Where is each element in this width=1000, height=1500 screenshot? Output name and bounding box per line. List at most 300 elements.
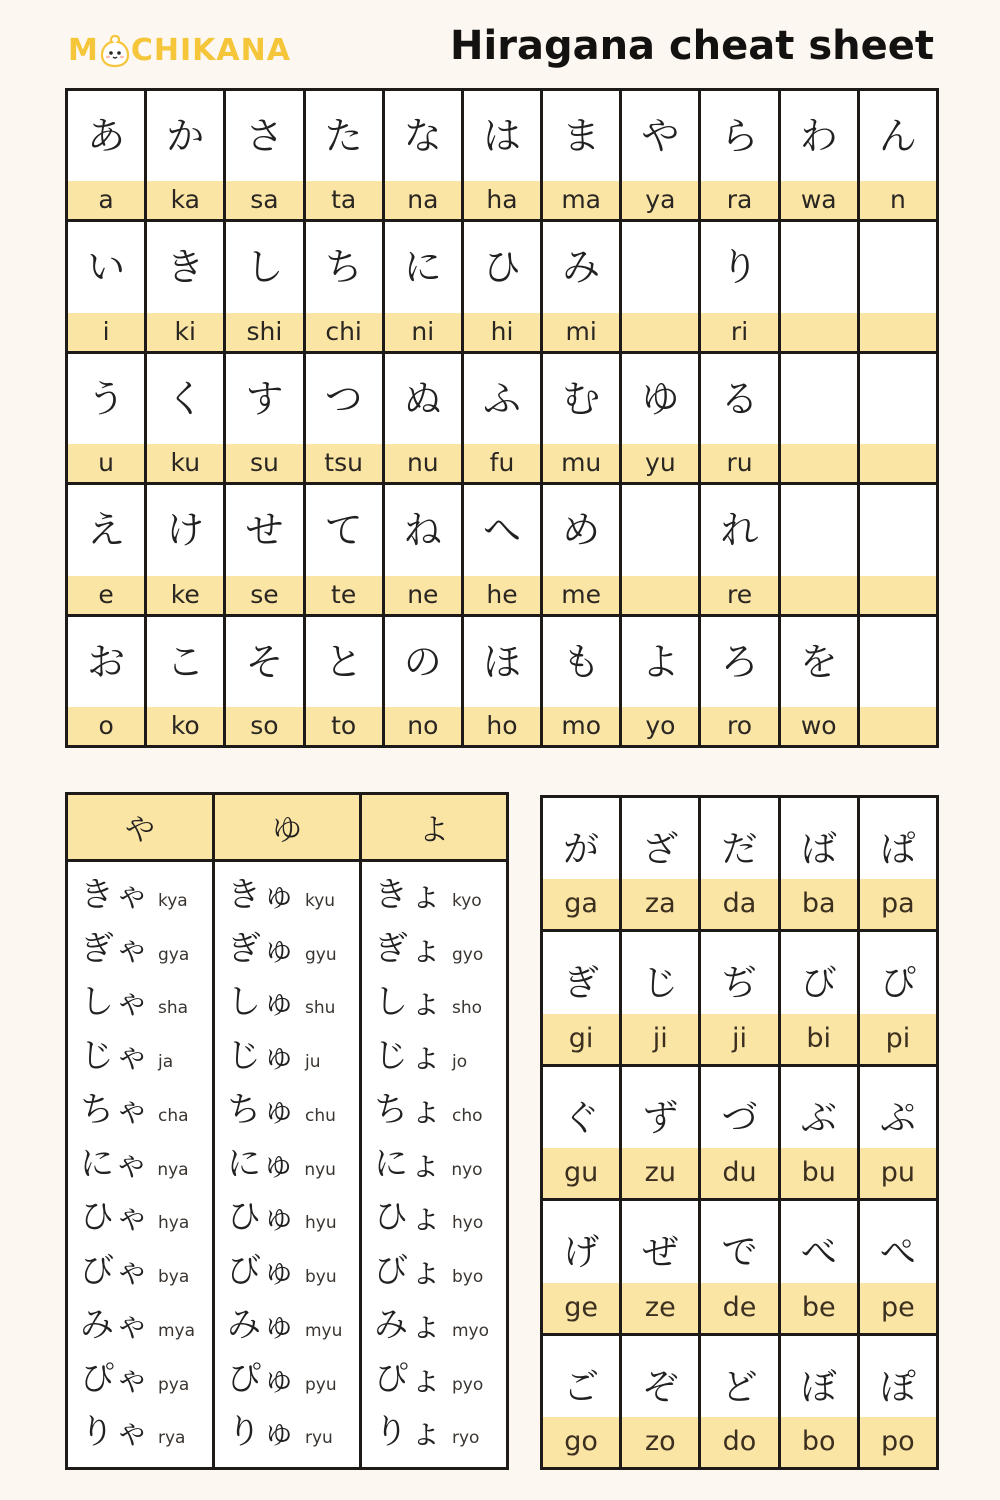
romaji-label: go xyxy=(564,1425,598,1457)
romaji-label: gu xyxy=(563,1157,599,1189)
combo-romaji: gyu xyxy=(305,944,337,965)
kana-cell xyxy=(781,1067,857,1198)
combo-kana: ぴょ xyxy=(374,1358,444,1399)
kana-cell xyxy=(622,91,698,219)
kana-character: だ xyxy=(721,829,758,870)
romaji-label: ji xyxy=(731,1022,747,1054)
romaji-label: po xyxy=(881,1425,915,1457)
kana-character: ぬ xyxy=(403,376,442,421)
romaji-label: zu xyxy=(644,1157,676,1189)
kana-cell xyxy=(464,91,540,219)
kana-cell xyxy=(385,354,461,482)
combo-romaji: cha xyxy=(158,1105,189,1126)
combo-item xyxy=(362,1407,506,1457)
kana-cell xyxy=(68,617,144,745)
romaji-label xyxy=(781,576,857,614)
combo-item xyxy=(215,1354,359,1404)
kana-character: に xyxy=(403,245,442,290)
romaji-label: mi xyxy=(565,316,597,346)
kana-cell xyxy=(543,1201,619,1332)
romaji-label: i xyxy=(102,316,110,346)
combo-item xyxy=(215,1085,359,1135)
romaji-label: n xyxy=(889,185,906,215)
kana-character: ぱ xyxy=(879,829,916,870)
kana-character: こ xyxy=(166,639,205,684)
combo-item xyxy=(68,1300,212,1350)
kana-character: ぢ xyxy=(721,963,758,1005)
kana-character: れ xyxy=(720,508,759,553)
romaji-label: ya xyxy=(645,185,676,215)
kana-cell xyxy=(781,798,857,929)
kana-cell xyxy=(781,1336,857,1467)
empty-cell xyxy=(860,354,936,482)
kana-cell xyxy=(701,1067,777,1198)
romaji-label: gi xyxy=(568,1022,594,1054)
kana-cell xyxy=(701,1336,777,1467)
combo-kana: きゅ xyxy=(227,874,297,915)
kana-character: を xyxy=(799,639,838,684)
romaji-label: ka xyxy=(170,185,200,215)
combo-item xyxy=(215,1407,359,1457)
empty-cell xyxy=(781,354,857,482)
combo-romaji: gya xyxy=(158,944,190,965)
combo-item xyxy=(362,1139,506,1189)
romaji-label: ke xyxy=(170,579,200,609)
kana-cell xyxy=(543,1067,619,1198)
romaji-label xyxy=(860,444,936,482)
kana-character: が xyxy=(563,829,600,870)
kana-character: り xyxy=(720,245,759,290)
combo-item xyxy=(215,924,359,974)
kana-cell xyxy=(543,222,619,350)
kana-character: よ xyxy=(641,639,680,684)
combo-romaji: kyo xyxy=(452,890,482,911)
combo-kana: ちょ xyxy=(374,1089,444,1130)
combo-romaji: myu xyxy=(305,1320,343,1341)
combo-column xyxy=(68,795,212,1467)
kana-character: め xyxy=(562,508,601,553)
kana-character: か xyxy=(166,114,205,158)
kana-cell xyxy=(622,617,698,745)
romaji-label: bu xyxy=(801,1157,836,1189)
kana-character: ぞ xyxy=(642,1366,679,1408)
romaji-label xyxy=(860,707,936,745)
combo-list xyxy=(362,862,506,1467)
combo-item xyxy=(68,1407,212,1457)
kana-character: お xyxy=(87,639,126,684)
combo-romaji: ja xyxy=(158,1052,174,1072)
kana-character: の xyxy=(403,639,442,684)
kana-cell xyxy=(226,485,302,613)
combo-item xyxy=(215,1192,359,1242)
kana-cell xyxy=(464,485,540,613)
kana-cell xyxy=(464,617,540,745)
combo-item xyxy=(68,1246,212,1296)
romaji-label xyxy=(860,576,936,614)
romaji-label: du xyxy=(722,1157,757,1189)
romaji-label: e xyxy=(98,579,114,609)
romaji-label: chi xyxy=(325,316,362,346)
kana-cell xyxy=(68,485,144,613)
kana-character: き xyxy=(166,245,205,290)
kana-cell xyxy=(147,485,223,613)
kana-character: じ xyxy=(642,963,679,1005)
romaji-label: tsu xyxy=(324,448,363,478)
combo-kana: ひゅ xyxy=(227,1197,297,1238)
romaji-label: be xyxy=(801,1291,836,1323)
romaji-label: ba xyxy=(801,888,836,920)
kana-cell xyxy=(701,91,777,219)
kana-cell xyxy=(701,354,777,482)
kana-cell xyxy=(860,932,936,1063)
combo-kana: ひゃ xyxy=(80,1197,150,1238)
romaji-label: pe xyxy=(881,1291,915,1323)
kana-cell xyxy=(385,91,461,219)
kana-character: ぷ xyxy=(879,1097,916,1139)
kana-character: そ xyxy=(245,639,284,684)
kana-cell xyxy=(622,1336,698,1467)
kana-cell xyxy=(68,354,144,482)
romaji-label: fu xyxy=(489,448,515,478)
combo-romaji: bya xyxy=(158,1267,190,1287)
romaji-label: bi xyxy=(806,1022,832,1054)
kana-character: ね xyxy=(403,508,442,553)
combo-kana: にゃ xyxy=(80,1143,150,1184)
romaji-label: ni xyxy=(411,316,435,346)
combo-romaji: nyo xyxy=(451,1159,483,1180)
kana-cell xyxy=(147,617,223,745)
combo-item xyxy=(362,1085,506,1135)
combo-kana: ぴゅ xyxy=(227,1358,297,1399)
romaji-label: se xyxy=(250,579,279,609)
combo-item xyxy=(362,977,506,1027)
kana-cell xyxy=(701,798,777,929)
kana-cell xyxy=(543,354,619,482)
kana-character: ご xyxy=(563,1366,600,1408)
combo-kana: びゃ xyxy=(80,1251,150,1291)
kana-cell xyxy=(860,1201,936,1332)
romaji-label: pi xyxy=(885,1022,911,1054)
combo-romaji: nyu xyxy=(304,1159,336,1180)
kana-character: ん xyxy=(878,114,917,158)
combo-kana: みょ xyxy=(374,1304,444,1345)
kana-cell xyxy=(860,798,936,929)
kana-cell xyxy=(306,485,382,613)
kana-character: し xyxy=(245,245,284,290)
kana-character: で xyxy=(721,1232,758,1274)
empty-cell xyxy=(860,222,936,350)
combo-romaji: pyo xyxy=(452,1374,484,1395)
romaji-label: zo xyxy=(644,1425,676,1457)
combo-kana: ぎゅ xyxy=(227,928,297,969)
kana-character: ぎ xyxy=(563,963,600,1005)
combo-kana: しゃ xyxy=(80,982,150,1023)
combo-romaji: ju xyxy=(305,1052,321,1072)
kana-character: い xyxy=(87,245,126,290)
kana-cell xyxy=(543,1336,619,1467)
romaji-label: hi xyxy=(490,316,514,346)
combo-kana: ちゅ xyxy=(227,1089,297,1130)
romaji-label xyxy=(622,576,698,614)
romaji-label xyxy=(781,444,857,482)
kana-cell xyxy=(622,1067,698,1198)
romaji-label: mu xyxy=(561,448,602,478)
combo-list xyxy=(68,862,212,1467)
combo-item xyxy=(362,1246,506,1296)
combo-kana: にょ xyxy=(374,1143,444,1184)
combo-romaji: sha xyxy=(158,998,189,1019)
kana-character: け xyxy=(166,508,205,553)
kana-cell xyxy=(543,932,619,1063)
combo-romaji: jo xyxy=(452,1052,468,1072)
kana-character: ひ xyxy=(482,245,521,290)
kana-cell xyxy=(306,222,382,350)
kana-character: す xyxy=(245,376,284,421)
kana-character: と xyxy=(324,639,363,684)
romaji-label: so xyxy=(250,710,279,740)
romaji-label: ra xyxy=(726,185,753,215)
kana-cell xyxy=(622,798,698,929)
kana-character: ら xyxy=(720,114,759,158)
romaji-label: mo xyxy=(561,710,601,740)
combo-romaji: hyu xyxy=(305,1213,337,1234)
kana-character: せ xyxy=(245,508,284,553)
romaji-label: o xyxy=(98,710,114,740)
kana-character: ず xyxy=(642,1097,679,1139)
kana-character: づ xyxy=(721,1097,758,1139)
romaji-label: nu xyxy=(406,448,439,478)
empty-cell xyxy=(860,617,936,745)
kana-character: わ xyxy=(799,114,838,158)
romaji-label: u xyxy=(98,448,115,478)
yoon-combination-table xyxy=(65,792,509,1470)
combo-romaji: nya xyxy=(157,1159,189,1180)
combo-romaji: ryo xyxy=(452,1428,480,1449)
combo-romaji: myo xyxy=(452,1320,490,1341)
kana-cell xyxy=(543,485,619,613)
kana-character: ぺ xyxy=(879,1232,916,1274)
kana-cell xyxy=(543,617,619,745)
kana-cell xyxy=(226,222,302,350)
kana-character: ぜ xyxy=(642,1232,679,1274)
romaji-label: ha xyxy=(486,185,518,215)
kana-cell xyxy=(147,222,223,350)
kana-cell xyxy=(701,1201,777,1332)
romaji-label: me xyxy=(561,579,602,609)
romaji-label: na xyxy=(407,185,439,215)
kana-character: み xyxy=(562,245,601,290)
romaji-label: yu xyxy=(645,448,676,478)
kana-character: る xyxy=(720,376,759,421)
combo-item xyxy=(215,1300,359,1350)
romaji-label: ta xyxy=(331,185,357,215)
combo-kana: きゃ xyxy=(80,874,150,915)
combo-item xyxy=(362,1192,506,1242)
kana-cell xyxy=(147,354,223,482)
romaji-label: wa xyxy=(800,185,837,215)
romaji-label: sa xyxy=(250,185,279,215)
combo-item xyxy=(215,977,359,1027)
combo-item xyxy=(362,1354,506,1404)
combo-item xyxy=(362,924,506,974)
combo-list xyxy=(215,862,359,1467)
romaji-label: ru xyxy=(726,448,753,478)
combo-column-header: や xyxy=(68,795,212,862)
romaji-label: ze xyxy=(644,1291,676,1323)
mochi-mascot-icon xyxy=(100,34,130,68)
kana-cell xyxy=(701,617,777,745)
kana-character: ま xyxy=(562,114,601,158)
romaji-label: a xyxy=(98,185,114,215)
kana-cell xyxy=(781,91,857,219)
dakuten-table xyxy=(540,795,939,1470)
combo-kana: ぎょ xyxy=(374,928,444,969)
kana-character: ど xyxy=(721,1366,758,1408)
empty-cell xyxy=(860,485,936,613)
kana-cell xyxy=(147,91,223,219)
combo-item xyxy=(215,1031,359,1081)
romaji-label: wo xyxy=(800,710,837,740)
romaji-label: ga xyxy=(564,888,598,920)
logo-text-end: CHIKANA xyxy=(130,33,291,68)
kana-cell xyxy=(781,1201,857,1332)
romaji-label: he xyxy=(486,579,518,609)
empty-cell xyxy=(781,222,857,350)
romaji-label: ku xyxy=(170,448,201,478)
kana-cell xyxy=(860,91,936,219)
combo-romaji: chu xyxy=(305,1105,336,1126)
combo-romaji: pyu xyxy=(305,1374,337,1395)
kana-character: た xyxy=(324,114,363,158)
combo-kana: みゃ xyxy=(80,1304,150,1345)
combo-kana: じゃ xyxy=(80,1036,150,1076)
empty-cell xyxy=(622,222,698,350)
kana-character: は xyxy=(482,114,521,158)
combo-kana: ちゃ xyxy=(80,1089,150,1130)
kana-character: ぴ xyxy=(879,963,916,1005)
kana-character: ゆ xyxy=(641,376,680,421)
kana-cell xyxy=(464,354,540,482)
kana-character: く xyxy=(166,376,205,421)
combo-column xyxy=(362,795,506,1467)
kana-cell xyxy=(226,354,302,482)
combo-item xyxy=(68,1354,212,1404)
combo-romaji: byo xyxy=(452,1267,484,1287)
kana-character: ぶ xyxy=(800,1097,837,1139)
combo-item xyxy=(68,1139,212,1189)
combo-item xyxy=(68,924,212,974)
combo-romaji: rya xyxy=(158,1428,186,1449)
combo-column-header: ゆ xyxy=(215,795,359,862)
kana-character: び xyxy=(800,963,837,1005)
combo-kana: じゅ xyxy=(227,1036,297,1076)
kana-cell xyxy=(226,617,302,745)
kana-character: あ xyxy=(87,114,126,158)
logo-text-start: M xyxy=(68,33,99,68)
kana-character: え xyxy=(87,508,126,553)
combo-kana: しょ xyxy=(374,982,444,1023)
romaji-label: shi xyxy=(246,316,283,346)
combo-item xyxy=(215,870,359,920)
page-title: Hiragana cheat sheet xyxy=(450,23,934,69)
kana-character: ろ xyxy=(720,639,759,684)
romaji-label: ji xyxy=(652,1022,668,1054)
kana-cell xyxy=(68,222,144,350)
combo-item xyxy=(68,1031,212,1081)
empty-cell xyxy=(622,485,698,613)
kana-cell xyxy=(622,354,698,482)
combo-item xyxy=(68,1192,212,1242)
combo-romaji: sho xyxy=(452,998,483,1019)
romaji-label: re xyxy=(726,579,753,609)
combo-kana: びゅ xyxy=(227,1251,297,1291)
kana-cell xyxy=(385,222,461,350)
combo-romaji: kyu xyxy=(305,890,336,911)
kana-character: な xyxy=(403,114,442,158)
combo-kana: きょ xyxy=(374,874,444,915)
romaji-label: no xyxy=(407,710,439,740)
kana-character: へ xyxy=(482,508,521,553)
kana-cell xyxy=(543,798,619,929)
kana-character: う xyxy=(87,376,126,421)
combo-column-header: よ xyxy=(362,795,506,862)
empty-cell xyxy=(781,485,857,613)
kana-cell xyxy=(860,1336,936,1467)
romaji-label: do xyxy=(722,1425,757,1457)
romaji-label: ki xyxy=(174,316,196,346)
kana-cell xyxy=(701,932,777,1063)
romaji-label: ma xyxy=(561,185,602,215)
combo-romaji: shu xyxy=(305,998,336,1019)
romaji-label xyxy=(622,313,698,351)
kana-character: ぼ xyxy=(800,1366,837,1408)
kana-character: げ xyxy=(563,1232,600,1274)
combo-romaji: hya xyxy=(158,1213,190,1234)
romaji-label: ho xyxy=(486,710,518,740)
kana-cell xyxy=(701,485,777,613)
kana-character: つ xyxy=(324,376,363,421)
combo-kana: にゅ xyxy=(227,1143,297,1184)
romaji-label: te xyxy=(331,579,357,609)
romaji-label xyxy=(781,313,857,351)
kana-cell xyxy=(622,932,698,1063)
combo-romaji: cho xyxy=(452,1105,483,1126)
kana-character: ぽ xyxy=(879,1366,916,1408)
romaji-label: pa xyxy=(881,888,915,920)
gojuon-table xyxy=(65,88,939,748)
kana-character: ぐ xyxy=(563,1097,600,1139)
kana-cell xyxy=(701,222,777,350)
combo-kana: りゅ xyxy=(227,1412,297,1453)
combo-column xyxy=(215,795,359,1467)
combo-romaji: mya xyxy=(158,1320,196,1341)
kana-cell xyxy=(622,1201,698,1332)
combo-kana: ひょ xyxy=(374,1197,444,1238)
kana-character: や xyxy=(641,114,680,158)
kana-cell xyxy=(306,354,382,482)
romaji-label: pu xyxy=(880,1157,916,1189)
combo-kana: びょ xyxy=(374,1251,444,1291)
kana-cell xyxy=(306,617,382,745)
combo-item xyxy=(362,1300,506,1350)
kana-character: ふ xyxy=(482,376,521,421)
romaji-label: bo xyxy=(801,1425,836,1457)
combo-item xyxy=(362,870,506,920)
kana-character: む xyxy=(562,376,601,421)
romaji-label: de xyxy=(722,1291,757,1323)
combo-kana: りゃ xyxy=(80,1412,150,1453)
combo-kana: しゅ xyxy=(227,982,297,1023)
